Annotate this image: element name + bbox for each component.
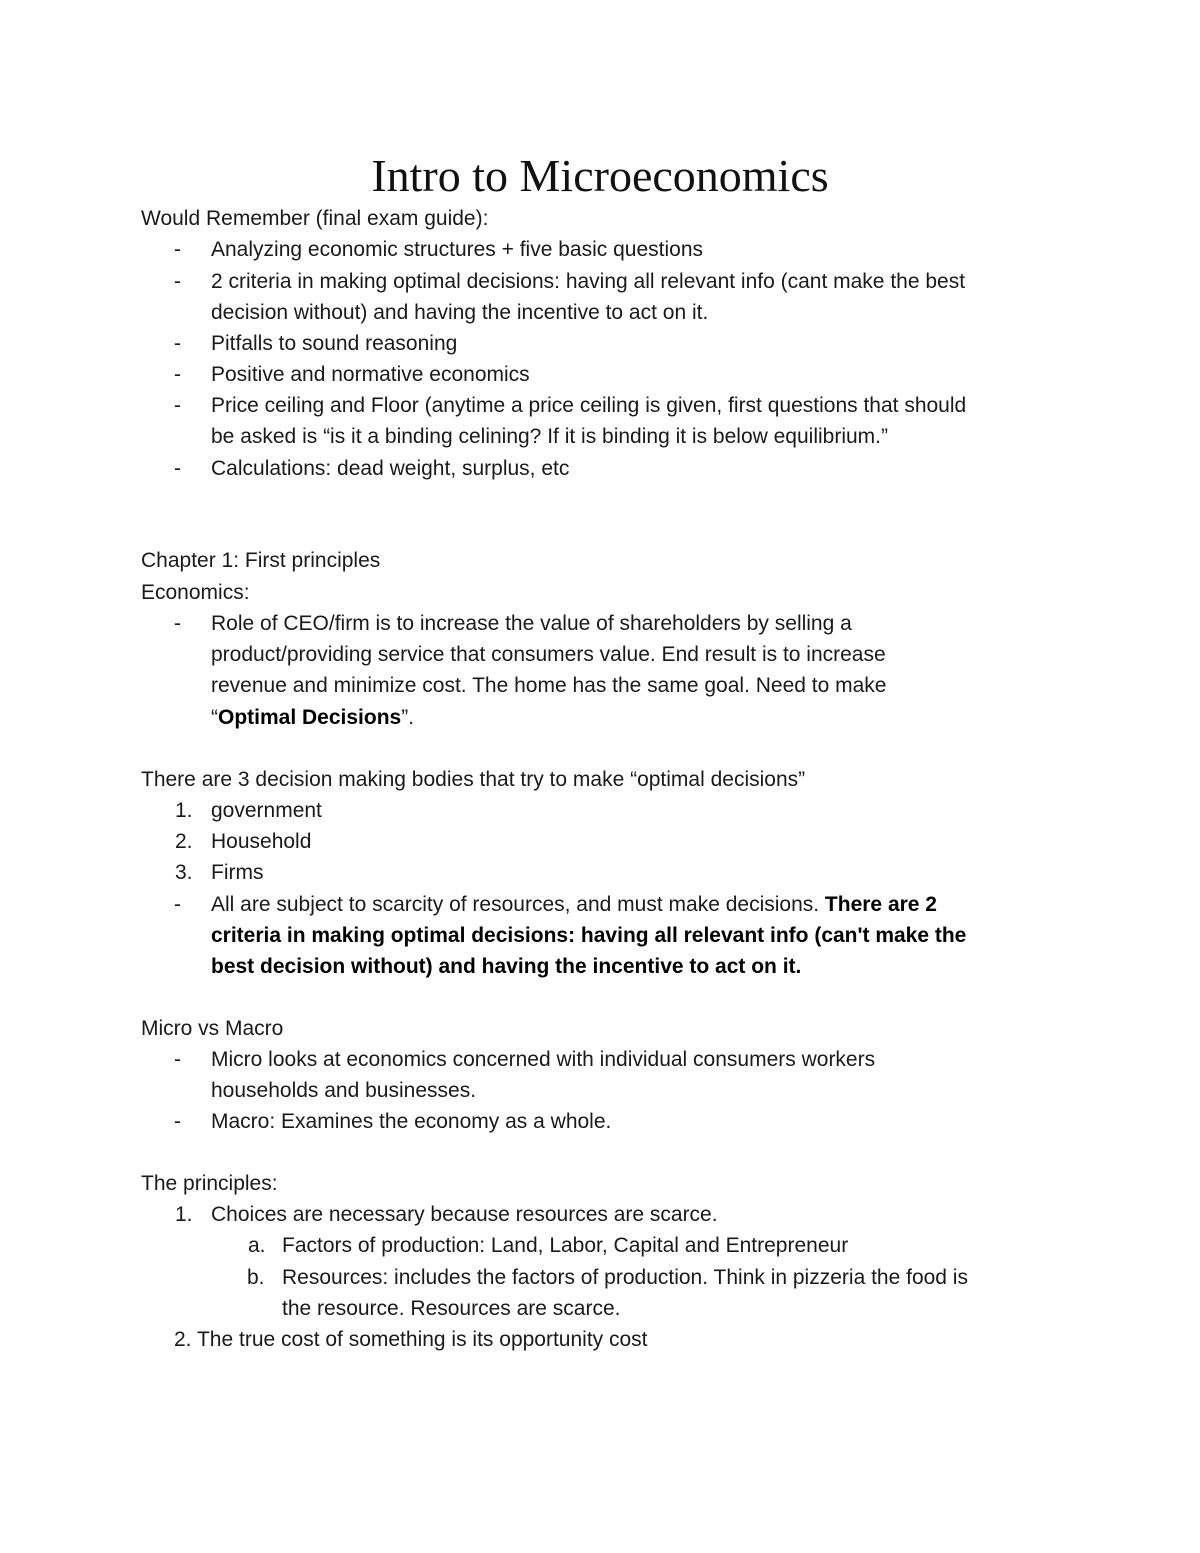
list-item: Household (211, 830, 312, 853)
list-item: Micro looks at economics concerned with individual consumers workers (211, 1048, 876, 1071)
list-item: Role of CEO/firm is to increase the value of shareholders by selling a (211, 612, 852, 635)
sub-list-item-continuation: the resource. Resources are scarce. (282, 1297, 621, 1320)
bodies-intro: There are 3 decision making bodies that try to make “optimal decisions” (141, 768, 806, 791)
page-title: Intro to Microeconomics (371, 150, 829, 201)
sub-list-label: a. (248, 1234, 266, 1257)
bullet-marker: - (174, 1048, 181, 1071)
list-item: Choices are necessary because resources are scarce. (211, 1203, 718, 1226)
list-item: Calculations: dead weight, surplus, etc (211, 457, 570, 480)
list-item: Macro: Examines the economy as a whole. (211, 1110, 612, 1133)
bullet-marker: - (174, 893, 181, 916)
list-item: 2 criteria in making optimal decisions: having all relevant info (cant make the best (211, 270, 966, 293)
note-bold-continuation: best decision without) and having the incentive to act on it. (211, 955, 802, 978)
micro-macro-heading: Micro vs Macro (141, 1017, 284, 1040)
list-number: 3. (175, 861, 193, 884)
sub-list-item: Factors of production: Land, Labor, Capital and Entrepreneur (282, 1234, 849, 1257)
list-number: 1. (175, 1203, 193, 1226)
sub-list-label: b. (247, 1266, 265, 1289)
list-item-continuation: revenue and minimize cost. The home has the same goal. Need to make (211, 674, 887, 697)
list-item (211, 889, 937, 920)
note-bold-continuation: criteria in making optimal decisions: having all relevant info (can't make the (211, 924, 967, 947)
bullet-marker: - (174, 612, 181, 635)
economics-heading: Economics: (141, 581, 250, 604)
note-bold: There are 2 (824, 893, 937, 916)
list-number: 1. (175, 799, 193, 822)
list-item: Analyzing economic structures + five basic questions (211, 238, 703, 261)
would-remember-heading: Would Remember (final exam guide): (141, 207, 489, 230)
bullet-marker: - (174, 394, 181, 417)
close-quote: ”. (401, 706, 415, 729)
bullet-marker: - (174, 270, 181, 293)
sub-list-item: Resources: includes the factors of production. Think in pizzeria the food is (282, 1266, 968, 1289)
bullet-marker: - (174, 238, 181, 261)
bullet-marker: - (174, 363, 181, 386)
bold-term: Optimal Decisions (218, 706, 402, 729)
note-text: All are subject to scarcity of resources, and must make decisions. (211, 893, 825, 916)
bullet-marker: - (174, 457, 181, 480)
bullet-marker: - (174, 1110, 181, 1133)
principles-heading: The principles: (141, 1172, 278, 1195)
list-item-continuation: decision without) and having the incentive to act on it. (211, 301, 709, 324)
list-item: government (211, 799, 322, 822)
list-number: 2. (175, 830, 193, 853)
list-item: 2. The true cost of something is its opportunity cost (174, 1328, 648, 1351)
open-quote: “ (211, 706, 218, 729)
list-item-continuation: be asked is “is it a binding celining? If it is binding it is below equilibrium.” (211, 425, 889, 448)
list-item: Price ceiling and Floor (anytime a price ceiling is given, first questions that should (211, 394, 967, 417)
bullet-marker: - (174, 332, 181, 355)
list-item-continuation: product/providing service that consumers value. End result is to increase (211, 643, 886, 666)
chapter-heading: Chapter 1: First principles (141, 549, 381, 572)
list-item: Firms (211, 861, 264, 884)
list-item-continuation: households and businesses. (211, 1079, 477, 1102)
list-item-continuation (211, 702, 414, 733)
list-item: Positive and normative economics (211, 363, 530, 386)
list-item: Pitfalls to sound reasoning (211, 332, 458, 355)
